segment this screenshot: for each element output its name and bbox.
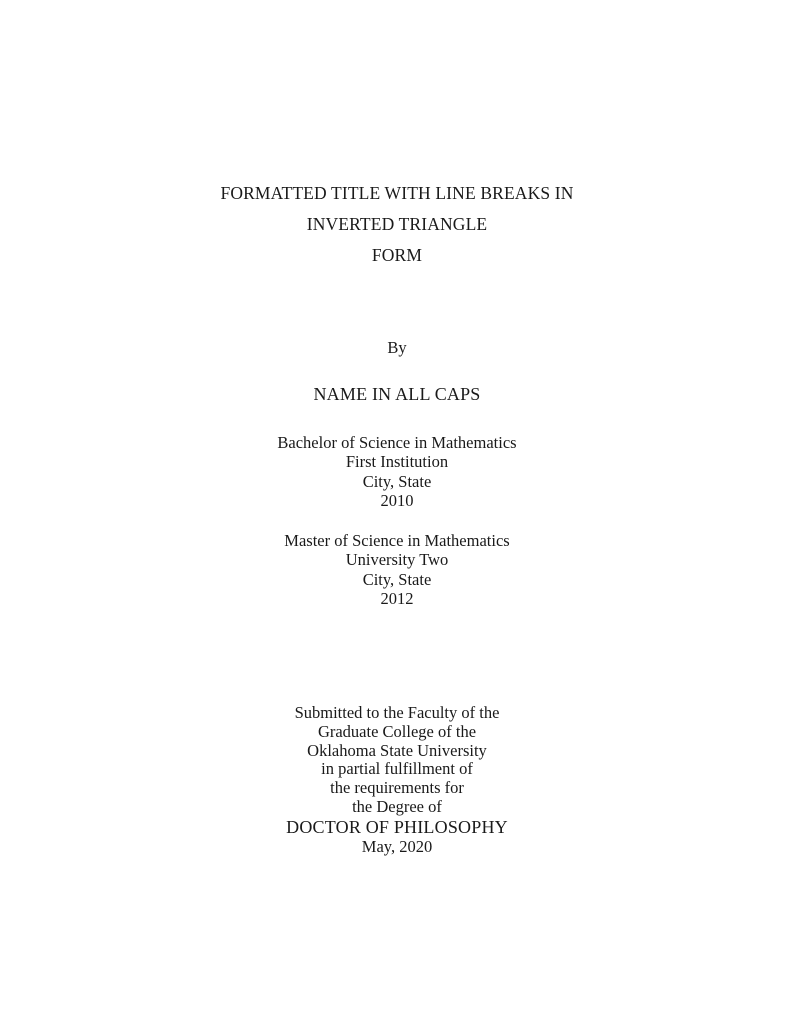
- degree-title: Bachelor of Science in Mathematics: [277, 433, 517, 452]
- document-title: [0, 178, 794, 271]
- submission-line-4: in partial fulfillment of: [321, 759, 473, 779]
- title-line-3: FORM: [371, 245, 423, 265]
- degree-location: City, State: [362, 569, 432, 589]
- author-name: NAME IN ALL CAPS: [313, 384, 481, 404]
- submission-line-5: the requirements for: [330, 778, 464, 798]
- submission-line-6: the Degree of: [352, 796, 442, 816]
- submission-statement: [0, 704, 794, 856]
- degree-title: Master of Science in Mathematics: [284, 531, 510, 551]
- graduation-date: May, 2020: [361, 836, 433, 856]
- byline: By: [387, 338, 407, 357]
- submission-line-3: Oklahoma State University: [307, 740, 487, 760]
- degree-year: 2012: [380, 589, 414, 609]
- degree-year: 2010: [380, 490, 414, 510]
- degree-institution: University Two: [345, 550, 449, 570]
- submission-line-2: Graduate College of the: [317, 722, 477, 742]
- title-line-2: INVERTED TRIANGLE: [306, 214, 488, 234]
- prior-degree-2: [0, 531, 794, 608]
- submission-line-1: Submitted to the Faculty of the: [294, 703, 500, 723]
- prior-degree-1: [0, 433, 794, 510]
- degree-location: City, State: [362, 471, 432, 491]
- degree-awarded: DOCTOR OF PHILOSOPHY: [286, 816, 508, 837]
- title-line-1: FORMATTED TITLE WITH LINE BREAKS IN: [220, 183, 574, 203]
- degree-institution: First Institution: [345, 452, 449, 472]
